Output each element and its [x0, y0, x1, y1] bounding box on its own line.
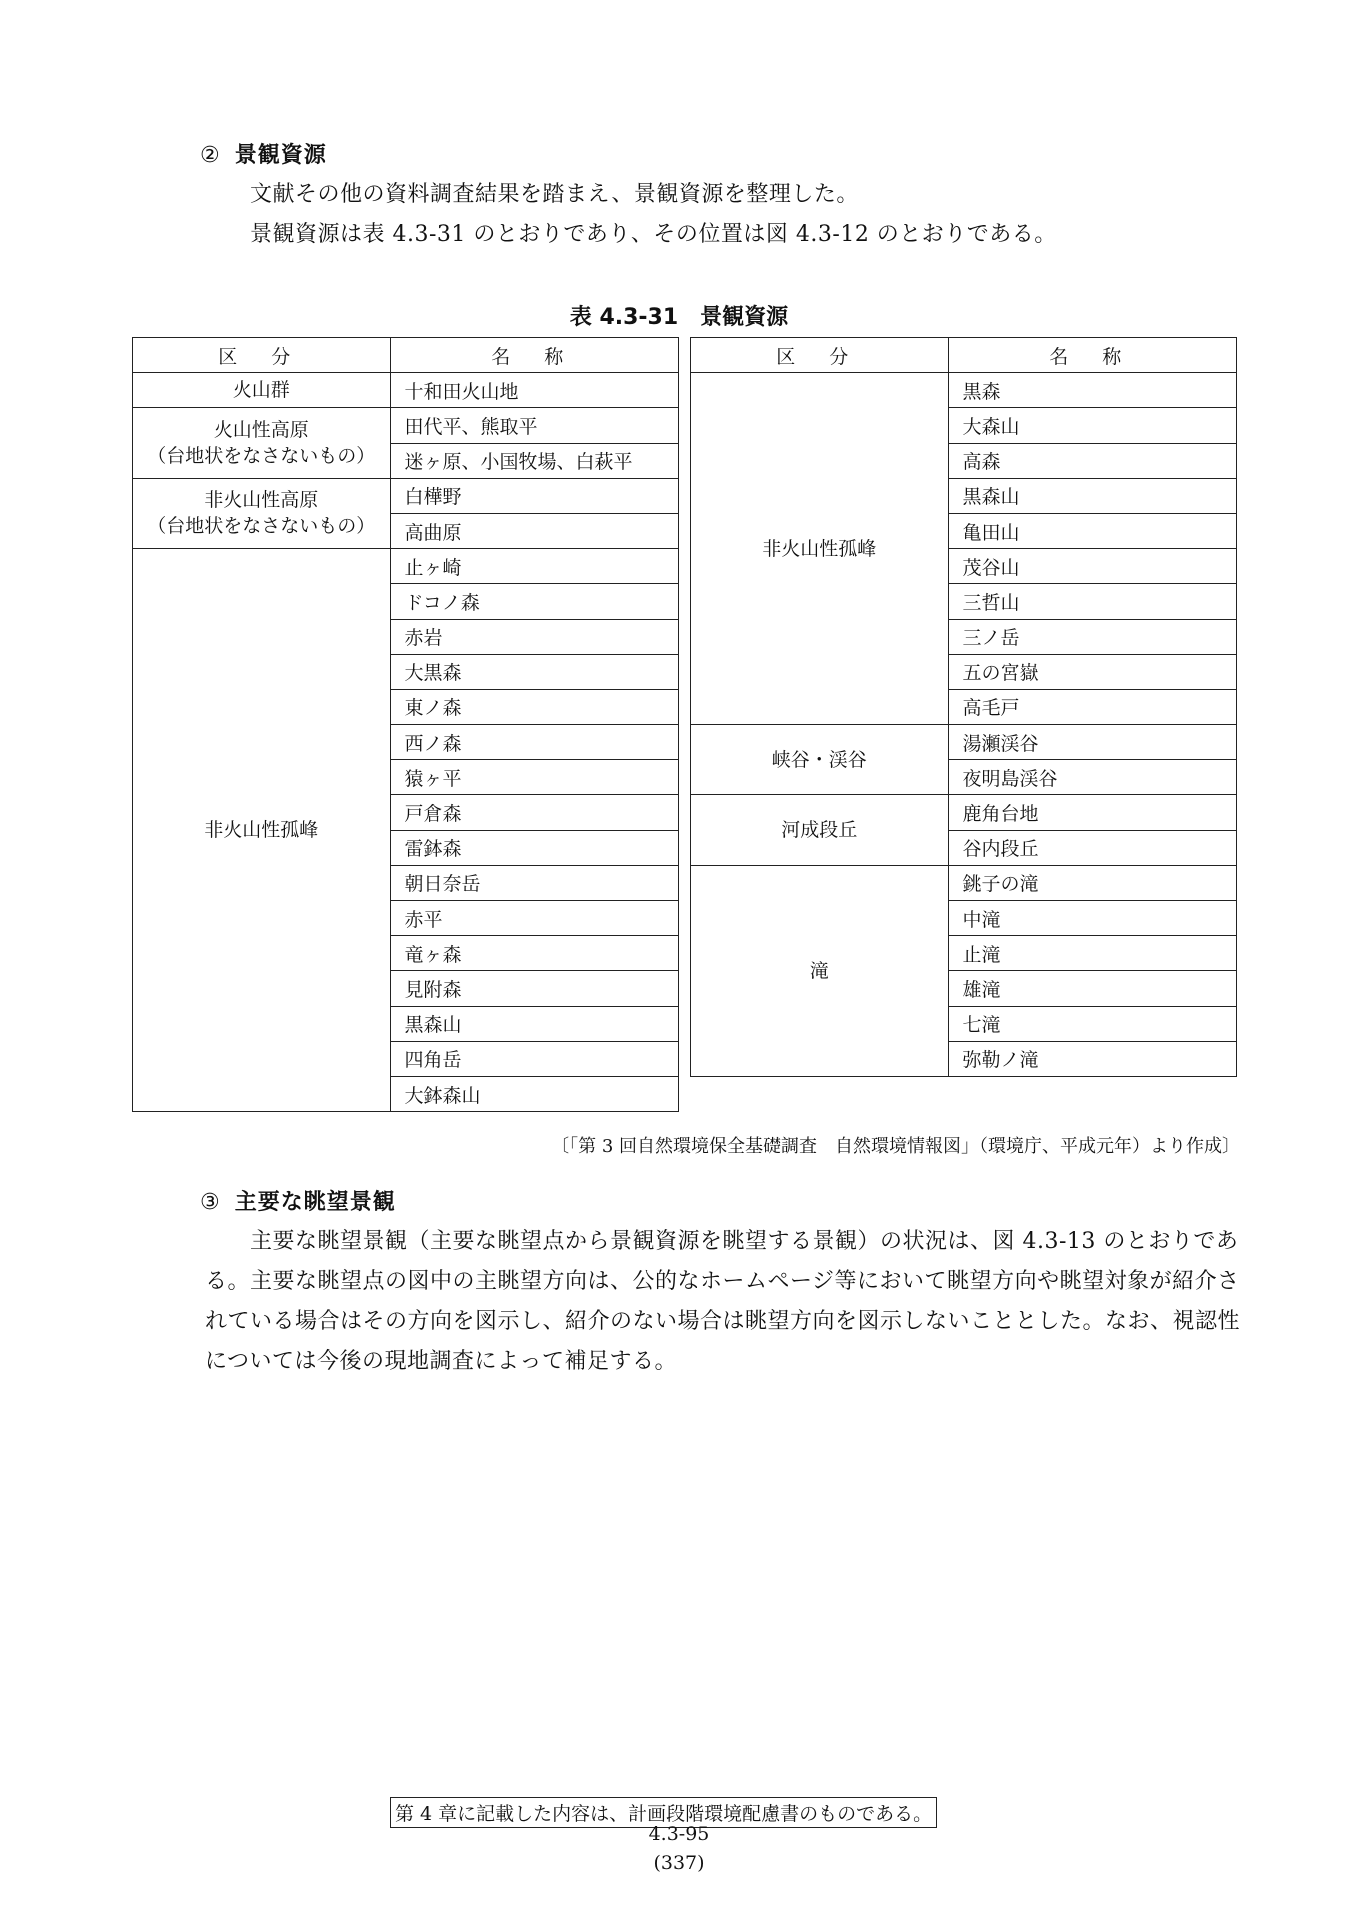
- page-number: 4.3-95: [648, 1823, 710, 1845]
- paragraph-intro: 文献その他の資料調査結果を踏まえ、景観資源を整理した。: [250, 182, 859, 207]
- category-cell: 河成段丘: [691, 795, 949, 865]
- table-source-note: 〔「第 3 回自然環境保全基礎調査 自然環境情報図」（環境庁、平成元年）より作成〕: [551, 1136, 1240, 1157]
- name-cell: 田代平、熊取平: [390, 408, 678, 443]
- category-cell: 非火山性孤峰: [691, 373, 949, 725]
- name-cell: 湯瀬渓谷: [948, 725, 1236, 760]
- section-title: 主要な眺望景観: [234, 1190, 396, 1215]
- name-cell: 弥勒ノ滝: [948, 1041, 1236, 1076]
- name-cell: 黒森山: [948, 478, 1236, 513]
- name-cell: ドコノ森: [390, 584, 678, 619]
- category-cell: 火山群: [133, 373, 391, 408]
- name-cell: 雄滝: [948, 971, 1236, 1006]
- name-cell: 戸倉森: [390, 795, 678, 830]
- name-cell: 白樺野: [390, 478, 678, 513]
- section-title: 景観資源: [234, 143, 327, 168]
- landscape-table-left: [132, 337, 679, 1112]
- name-cell: 東ノ森: [390, 689, 678, 724]
- paragraph-table-reference: 景観資源は表 4.3-31 のとおりであり、その位置は図 4.3-12 のとおりである。: [250, 222, 1057, 247]
- name-cell: 高森: [948, 443, 1236, 478]
- name-cell: 三ノ岳: [948, 619, 1236, 654]
- table-row: [691, 725, 1237, 760]
- category-cell: 峡谷・渓谷: [691, 725, 949, 795]
- name-cell: 茂谷山: [948, 549, 1236, 584]
- table-row: [691, 865, 1237, 900]
- name-cell: 夜明島渓谷: [948, 760, 1236, 795]
- category-cell: 火山性高原 （台地状をなさないもの）: [133, 408, 391, 478]
- paragraph-main-views: 主要な眺望景観（主要な眺望点から景観資源を眺望する景観）の状況は、図 4.3-13 のとおりである。主要な眺望点の図中の主眺望方向は、公的なホームページ等において眺望方向や眺望対象が紹介されている場合はその方向を図示し、紹介のない場合は眺望方向を図示しないこととした。なお、視認性については今後の現地調査によって補足する。: [205, 1229, 1241, 1374]
- name-cell: 赤平: [390, 901, 678, 936]
- name-cell: 竜ヶ森: [390, 936, 678, 971]
- category-cell: 滝: [691, 865, 949, 1076]
- table-title: 表 4.3-31 景観資源: [569, 305, 789, 330]
- name-cell: 朝日奈岳: [390, 865, 678, 900]
- name-cell: 四角岳: [390, 1041, 678, 1076]
- category-cell: 非火山性高原 （台地状をなさないもの）: [133, 478, 391, 548]
- section-number: ②: [200, 143, 221, 168]
- name-cell: 大鉢森山: [390, 1076, 678, 1111]
- table-header-row: [691, 338, 1237, 373]
- category-cell: 非火山性孤峰: [133, 549, 391, 1112]
- name-cell: 大森山: [948, 408, 1236, 443]
- section-number: ③: [200, 1190, 221, 1215]
- name-cell: 黒森: [948, 373, 1236, 408]
- table-row: [691, 795, 1237, 830]
- header-category: 区 分: [691, 338, 949, 373]
- header-name: 名 称: [948, 338, 1236, 373]
- header-category: 区 分: [133, 338, 391, 373]
- name-cell: 五の宮嶽: [948, 654, 1236, 689]
- footer-note: 第 4 章に記載した内容は、計画段階環境配慮書のものである。: [390, 1797, 937, 1828]
- name-cell: 迷ヶ原、小国牧場、白萩平: [390, 443, 678, 478]
- name-cell: 鹿角台地: [948, 795, 1236, 830]
- table-header-row: [133, 338, 679, 373]
- table-row: [691, 373, 1237, 408]
- name-cell: 止ヶ崎: [390, 549, 678, 584]
- name-cell: 黒森山: [390, 1006, 678, 1041]
- name-cell: 七滝: [948, 1006, 1236, 1041]
- name-cell: 銚子の滝: [948, 865, 1236, 900]
- section-heading-main-views: [200, 1185, 396, 1216]
- name-cell: 止滝: [948, 936, 1236, 971]
- name-cell: 雷鉢森: [390, 830, 678, 865]
- name-cell: 見附森: [390, 971, 678, 1006]
- name-cell: 三哲山: [948, 584, 1236, 619]
- table-row: [133, 478, 679, 513]
- name-cell: 大黒森: [390, 654, 678, 689]
- name-cell: 西ノ森: [390, 725, 678, 760]
- name-cell: 十和田火山地: [390, 373, 678, 408]
- name-cell: 高毛戸: [948, 689, 1236, 724]
- table-row: [133, 549, 679, 584]
- table-row: [133, 373, 679, 408]
- table-row: [133, 408, 679, 443]
- landscape-table-right: [690, 337, 1237, 1077]
- name-cell: 赤岩: [390, 619, 678, 654]
- name-cell: 猿ヶ平: [390, 760, 678, 795]
- page-number-total: (337): [653, 1852, 705, 1874]
- name-cell: 中滝: [948, 901, 1236, 936]
- name-cell: 亀田山: [948, 513, 1236, 548]
- section-heading-landscape-resources: [200, 138, 327, 169]
- name-cell: 高曲原: [390, 513, 678, 548]
- header-name: 名 称: [390, 338, 678, 373]
- name-cell: 谷内段丘: [948, 830, 1236, 865]
